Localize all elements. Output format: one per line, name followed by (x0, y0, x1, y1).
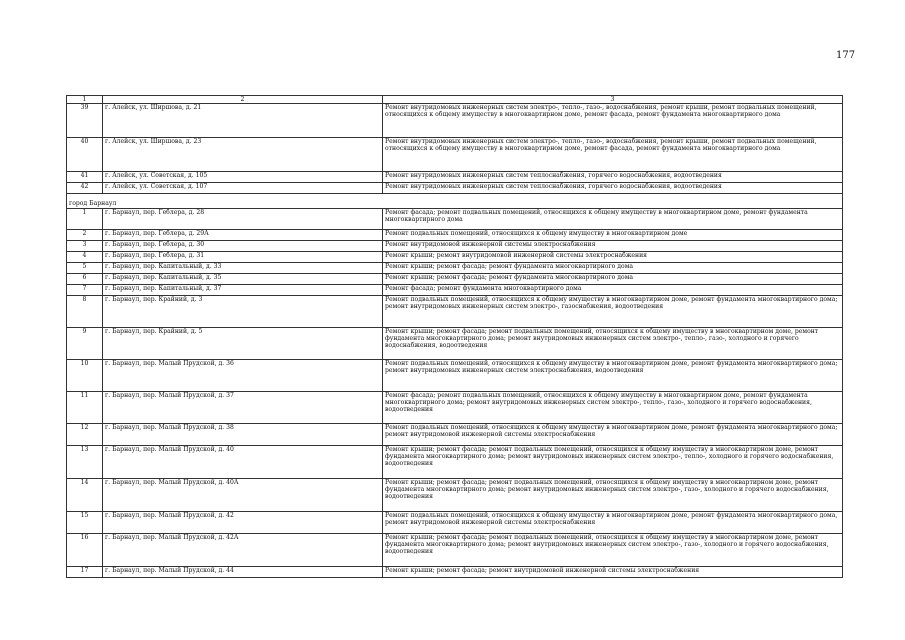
row-works: Ремонт крыши; ремонт фасада; ремонт подвальных помещений, относящихся к общему имуществу в многоквартирном доме, ремонт фундамента многоквартирного дома; ремонт внутридомовых инженерных систем электро-, тепло-, холодного и горячего водоснабжения, водоотведения (383, 446, 843, 479)
header-col-number: 1 (67, 96, 103, 104)
row-works: Ремонт крыши; ремонт фасада; ремонт подвальных помещений, относящихся к общему имуществу в многоквартирном доме, ремонт фундамента многоквартирного дома; ремонт внутридомовых инженерных систем электро-, газо-, холодного и горячего водоснабжения, водоотведения (383, 534, 843, 567)
section-row (67, 194, 843, 209)
table-row (67, 392, 843, 424)
row-address: г. Алейск, ул. Советская, д. 105 (103, 172, 383, 183)
row-works: Ремонт внутридомовых инженерных систем теплоснабжения, горячего водоснабжения, водоотведения (383, 172, 843, 183)
row-address: г. Барнаул, пер. Малый Прудской, д. 40 (103, 446, 383, 479)
row-address: г. Алейск, ул. Ширшова, д. 21 (103, 104, 383, 138)
row-number: 8 (67, 296, 103, 328)
section-title: город Барнаул (67, 194, 843, 209)
row-works: Ремонт подвальных помещений, относящихся к общему имуществу в многоквартирном доме, ремонт фундамента многоквартирного дома; ремонт внутридомовых инженерных систем электроснабжения, водоотведения (383, 360, 843, 392)
row-address: г. Барнаул, пер. Капитальный, д. 37 (103, 285, 383, 296)
row-number: 9 (67, 328, 103, 360)
row-address: г. Алейск, ул. Советская, д. 107 (103, 183, 383, 194)
row-works: Ремонт внутридомовой инженерной системы электроснабжения (383, 241, 843, 252)
row-address: г. Барнаул, пер. Капитальный, д. 33 (103, 263, 383, 274)
row-number: 6 (67, 274, 103, 285)
row-number: 17 (67, 567, 103, 578)
row-works: Ремонт крыши; ремонт фасада; ремонт внутридомовой инженерной системы электроснабжения (383, 567, 843, 578)
header-col-address: 2 (103, 96, 383, 104)
row-address: г. Барнаул, пер. Геблера, д. 31 (103, 252, 383, 263)
row-works: Ремонт подвальных помещений, относящихся к общему имуществу в многоквартирном доме, ремонт фундамента многоквартирного дома; ремонт внутридомовой инженерной системы электроснабжения (383, 424, 843, 446)
row-works: Ремонт фасада; ремонт подвальных помещений, относящихся к общему имуществу в многоквартирном доме, ремонт фундамента многоквартирного дома; ремонт внутридомовых инженерных систем электро-, тепло-, газо-, холодного и горячего водоснабжения, водоотведения (383, 392, 843, 424)
row-address: г. Барнаул, пер. Малый Прудской, д. 44 (103, 567, 383, 578)
row-number: 12 (67, 424, 103, 446)
table-row (67, 479, 843, 512)
row-address: г. Барнаул, пер. Геблера, д. 28 (103, 209, 383, 230)
table-row (67, 172, 843, 183)
row-number: 5 (67, 263, 103, 274)
row-number: 3 (67, 241, 103, 252)
row-works: Ремонт подвальных помещений, относящихся к общему имуществу в многоквартирном доме, ремонт фундамента многоквартирного дома, ремонт внутридомовой инженерной системы электроснабжения (383, 512, 843, 534)
row-number: 7 (67, 285, 103, 296)
row-address: г. Барнаул, пер. Капитальный, д. 35 (103, 274, 383, 285)
row-works: Ремонт внутридомовых инженерных систем электро-, тепло-, газо-, водоснабжения, ремонт крыши, ремонт подвальных помещений, относящихся к общему имуществу в многоквартирном доме, ремонт фасада, ремонт фундамента многоквартирного дома (383, 138, 843, 172)
row-works: Ремонт крыши; ремонт внутридомовой инженерной системы электроснабжения (383, 252, 843, 263)
table-row (67, 360, 843, 392)
row-address: г. Барнаул, пер. Малый Прудской, д. 37 (103, 392, 383, 424)
row-works: Ремонт внутридомовых инженерных систем теплоснабжения, горячего водоснабжения, водоотведения (383, 183, 843, 194)
row-works: Ремонт фасада; ремонт подвальных помещений, относящихся к общему имуществу в многоквартирном доме, ремонт фундамента многоквартирного дома (383, 209, 843, 230)
row-number: 42 (67, 183, 103, 194)
table-row (67, 424, 843, 446)
table-row (67, 285, 843, 296)
row-address: г. Барнаул, пер. Малый Прудской, д. 40А (103, 479, 383, 512)
header-col-works: 3 (383, 96, 843, 104)
table-row (67, 138, 843, 172)
row-address: г. Барнаул, пер. Геблера, д. 29А (103, 230, 383, 241)
row-number: 41 (67, 172, 103, 183)
row-number: 1 (67, 209, 103, 230)
row-number: 10 (67, 360, 103, 392)
row-number: 2 (67, 230, 103, 241)
row-number: 14 (67, 479, 103, 512)
row-works: Ремонт фасада; ремонт фундамента многоквартирного дома (383, 285, 843, 296)
row-address: г. Барнаул, пер. Крайний, д. 3 (103, 296, 383, 328)
table-row (67, 252, 843, 263)
page-number: 177 (836, 50, 856, 61)
works-table (66, 95, 843, 578)
row-number: 15 (67, 512, 103, 534)
row-address: г. Алейск, ул. Ширшова, д. 23 (103, 138, 383, 172)
table-row (67, 274, 843, 285)
table-row (67, 183, 843, 194)
row-address: г. Барнаул, пер. Малый Прудской, д. 36 (103, 360, 383, 392)
row-works: Ремонт крыши; ремонт фасада; ремонт фундамента многоквартирного дома (383, 263, 843, 274)
table-row (67, 446, 843, 479)
table-row (67, 209, 843, 230)
table-row (67, 241, 843, 252)
table-row (67, 263, 843, 274)
table-row (67, 296, 843, 328)
row-number: 13 (67, 446, 103, 479)
row-works: Ремонт внутридомовых инженерных систем электро-, тепло-, газо-, водоснабжения, ремонт крыши, ремонт подвальных помещений, относящихся к общему имуществу в многоквартирном доме, ремонт фасада, ремонт фундамента многоквартирного дома (383, 104, 843, 138)
table-header-row (67, 96, 843, 104)
row-works: Ремонт подвальных помещений, относящихся к общему имуществу в многоквартирном доме, ремонт фундамента многоквартирного дома; ремонт внутридомовых инженерных систем электро-, газоснабжения, водоотведения (383, 296, 843, 328)
table-row (67, 230, 843, 241)
row-works: Ремонт крыши; ремонт фасада; ремонт фундамента многоквартирного дома (383, 274, 843, 285)
row-address: г. Барнаул, пер. Малый Прудской, д. 42 (103, 512, 383, 534)
row-number: 11 (67, 392, 103, 424)
row-address: г. Барнаул, пер. Геблера, д. 30 (103, 241, 383, 252)
row-number: 16 (67, 534, 103, 567)
row-number: 4 (67, 252, 103, 263)
row-works: Ремонт крыши; ремонт фасада; ремонт подвальных помещений, относящихся к общему имуществу в многоквартирном доме, ремонт фундамента многоквартирного дома; ремонт внутридомовых инженерных систем электро-, газо-, холодного и горячего водоснабжения, водоотведения (383, 479, 843, 512)
table-row (67, 512, 843, 534)
row-number: 39 (67, 104, 103, 138)
row-works: Ремонт подвальных помещений, относящихся к общему имуществу в многоквартирном доме (383, 230, 843, 241)
row-works: Ремонт крыши; ремонт фасада; ремонт подвальных помещений, относящихся к общему имуществу в многоквартирном доме, ремонт фундамента многоквартирного дома; ремонт внутридомовых инженерных систем электро-, тепло-, газо-, холодного и горячего водоснабжения, водоотведения (383, 328, 843, 360)
table-row (67, 567, 843, 578)
table-row (67, 104, 843, 138)
row-address: г. Барнаул, пер. Малый Прудской, д. 42А (103, 534, 383, 567)
row-number: 40 (67, 138, 103, 172)
table-row (67, 534, 843, 567)
row-address: г. Барнаул, пер. Малый Прудской, д. 38 (103, 424, 383, 446)
works-table-body (67, 96, 843, 578)
table-row (67, 328, 843, 360)
row-address: г. Барнаул, пер. Крайний, д. 5 (103, 328, 383, 360)
